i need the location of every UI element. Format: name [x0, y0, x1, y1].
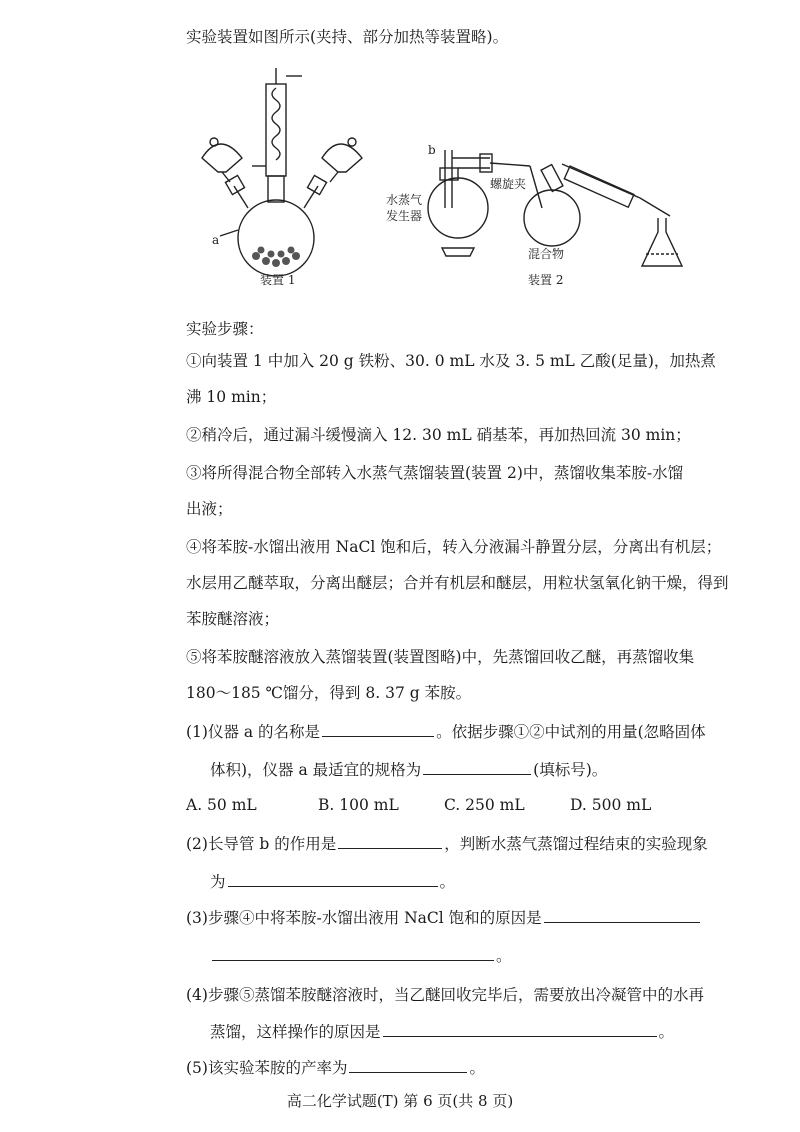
question-4-line-1: (4)步骤⑤蒸馏苯胺醚溶液时，当乙醚回收完毕后，需要放出冷凝管中的水再 [186, 986, 704, 1004]
step-line: ④将苯胺-水馏出液用 NaCl 饱和后，转入分液漏斗静置分层，分离出有机层； [186, 538, 722, 556]
question-3-line-2 [210, 944, 512, 967]
answer-blank-3a[interactable] [544, 906, 700, 923]
step-line: ⑤将苯胺醚溶液放入蒸馏装置(装置图略)中，先蒸馏回收乙醚，再蒸馏收集 [186, 648, 695, 666]
step-line: ②稍冷后，通过漏斗缓慢滴入 12. 30 mL 硝基苯，再加热回流 30 min； [186, 426, 691, 444]
caption-device-1: 装置 1 [260, 273, 296, 287]
question-5-text-a: (5)该实验苯胺的产率为 [186, 1059, 348, 1077]
question-3-line-1 [186, 906, 702, 929]
label-steam-gen-2: 发生器 [386, 209, 423, 223]
label-a: a [212, 233, 220, 247]
option-a: A. 50 mL [186, 796, 257, 814]
question-3-text-a: (3)步骤④中将苯胺-水馏出液用 NaCl 饱和的原因是 [186, 909, 542, 927]
question-2-line-1 [186, 832, 708, 855]
label-steam-gen-1: 水蒸气 [386, 193, 423, 207]
question-4-text-b: 蒸馏，这样操作的原因是 [210, 1023, 381, 1041]
answer-blank-3b[interactable] [212, 944, 494, 961]
question-1-text-d: (填标号)。 [533, 761, 608, 779]
question-4-text-c: 。 [658, 1023, 675, 1041]
answer-blank-2b[interactable] [228, 870, 438, 887]
step-line: 180～185 ℃馏分，得到 8. 37 g 苯胺。 [186, 684, 472, 702]
question-1-text-a: (1)仪器 a 的名称是 [186, 723, 321, 741]
label-mixture: 混合物 [528, 247, 565, 261]
question-5-text-b: 。 [469, 1059, 485, 1077]
label-clamp: 螺旋夹 [490, 177, 527, 191]
question-2-text-d: 。 [439, 873, 456, 891]
question-3-text-b: 。 [496, 947, 512, 965]
option-c: C. 250 mL [444, 796, 525, 814]
option-d: D. 500 mL [570, 796, 652, 814]
caption-device-2: 装置 2 [528, 273, 564, 287]
step-line: 沸 10 min； [186, 388, 277, 406]
steps-title: 实验步骤： [186, 320, 264, 338]
apparatus-figure [190, 58, 710, 298]
answer-blank-4[interactable] [383, 1020, 657, 1037]
step-line: 苯胺醚溶液； [186, 610, 280, 628]
question-2-text-b: ，判断水蒸气蒸馏过程结束的实验现象 [444, 835, 708, 853]
answer-blank-2a[interactable] [338, 832, 442, 849]
page-footer: 高二化学试题(T) 第 6 页(共 8 页) [286, 1092, 514, 1110]
question-1-line-1 [186, 720, 706, 743]
option-b: B. 100 mL [318, 796, 399, 814]
label-b: b [428, 143, 436, 157]
step-line: 水层用乙醚萃取，分离出醚层；合并有机层和醚层，用粒状氢氧化钠干燥，得到 [186, 574, 729, 592]
question-1-text-c: 体积)，仪器 a 最适宜的规格为 [210, 761, 422, 779]
answer-blank-1b[interactable] [423, 758, 531, 775]
question-1-line-2 [210, 758, 607, 781]
intro-text: 实验装置如图所示(夹持、部分加热等装置略)。 [186, 28, 509, 46]
question-2-text-c: 为 [210, 873, 226, 891]
answer-blank-1a[interactable] [322, 720, 434, 737]
apparatus-drawing [190, 58, 710, 298]
question-5-line [186, 1056, 485, 1079]
step-line: 出液； [186, 500, 233, 518]
question-4-line-2 [210, 1020, 674, 1043]
question-1-text-b: 。依据步骤①②中试剂的用量(忽略固体 [436, 723, 706, 741]
question-2-text-a: (2)长导管 b 的作用是 [186, 835, 337, 853]
step-line: ①向装置 1 中加入 20 g 铁粉、30. 0 mL 水及 3. 5 mL 乙酸(足量)，加热煮 [186, 352, 716, 370]
step-line: ③将所得混合物全部转入水蒸气蒸馏装置(装置 2)中，蒸馏收集苯胺-水馏 [186, 464, 684, 482]
answer-blank-5[interactable] [349, 1056, 467, 1073]
question-2-line-2 [210, 870, 455, 893]
